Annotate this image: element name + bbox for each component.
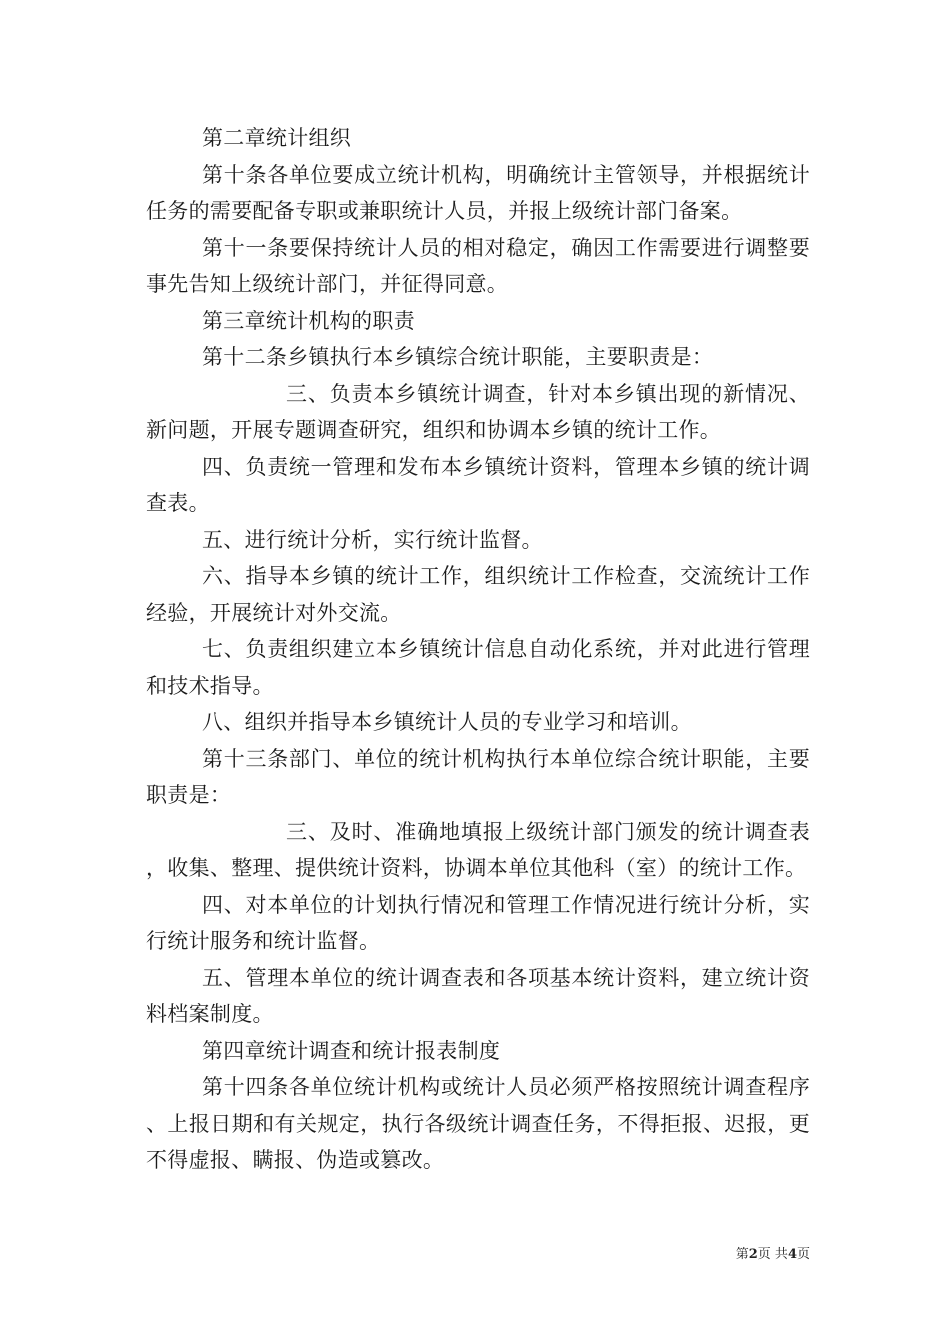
article-paragraph: 第十二条乡镇执行本乡镇综合统计职能，主要职责是： — [202, 345, 714, 369]
list-item-paragraph: 四、负责统一管理和发布本乡镇统计资料，管理本乡镇的统计调查表。 — [146, 454, 810, 515]
article-paragraph: 第十一条要保持统计人员的相对稳定，确因工作需要进行调整要事先告知上级统计部门，并征得同意。 — [146, 235, 810, 296]
chapter-heading: 第二章统计组织 — [202, 126, 352, 150]
list-item-paragraph: 八、组织并指导本乡镇统计人员的专业学习和培训。 — [202, 710, 692, 734]
list-item-paragraph: 五、管理本单位的统计调查表和各项基本统计资料，建立统计资料档案制度。 — [146, 965, 810, 1026]
document-body — [146, 120, 810, 1179]
article-paragraph: 第十条各单位要成立统计机构，明确统计主管领导，并根据统计任务的需要配备专职或兼职统计人员，并报上级统计部门备案。 — [146, 162, 810, 223]
list-item-paragraph: 六、指导本乡镇的统计工作，组织统计工作检查，交流统计工作经验，开展统计对外交流。 — [146, 564, 810, 625]
list-item-paragraph: 三、负责本乡镇统计调查，针对本乡镇出现的新情况、新问题，开展专题调查研究，组织和协调本乡镇的统计工作。 — [146, 381, 810, 442]
article-paragraph: 第十三条部门、单位的统计机构执行本单位综合统计职能，主要职责是： — [146, 746, 810, 807]
list-item-paragraph: 七、负责组织建立本乡镇统计信息自动化系统，并对此进行管理和技术指导。 — [146, 637, 810, 698]
list-item-paragraph: 五、进行统计分析，实行统计监督。 — [202, 527, 543, 552]
list-item-paragraph: 三、及时、准确地填报上级统计部门颁发的统计调查表，收集、整理、提供统计资料，协调本单位其他科（室）的统计工作。 — [146, 819, 810, 880]
current-page-number: 2 — [748, 1247, 758, 1262]
chapter-heading: 第三章统计机构的职责 — [202, 308, 415, 333]
list-item-paragraph: 四、对本单位的计划执行情况和管理工作情况进行统计分析，实行统计服务和统计监督。 — [146, 892, 810, 953]
footer-prefix: 第 — [735, 1247, 749, 1262]
article-paragraph: 第十四条各单位统计机构或统计人员必须严格按照统计调查程序、上报日期和有关规定，执行各级统计调查任务，不得拒报、迟报，更不得虚报、瞒报、伪造或篡改。 — [146, 1075, 810, 1172]
total-pages-number: 4 — [787, 1247, 797, 1262]
footer-middle: 页 共 — [757, 1247, 788, 1262]
footer-suffix: 页 — [796, 1247, 810, 1262]
chapter-heading: 第四章统计调查和统计报表制度 — [202, 1038, 501, 1063]
page-footer — [690, 1246, 810, 1264]
